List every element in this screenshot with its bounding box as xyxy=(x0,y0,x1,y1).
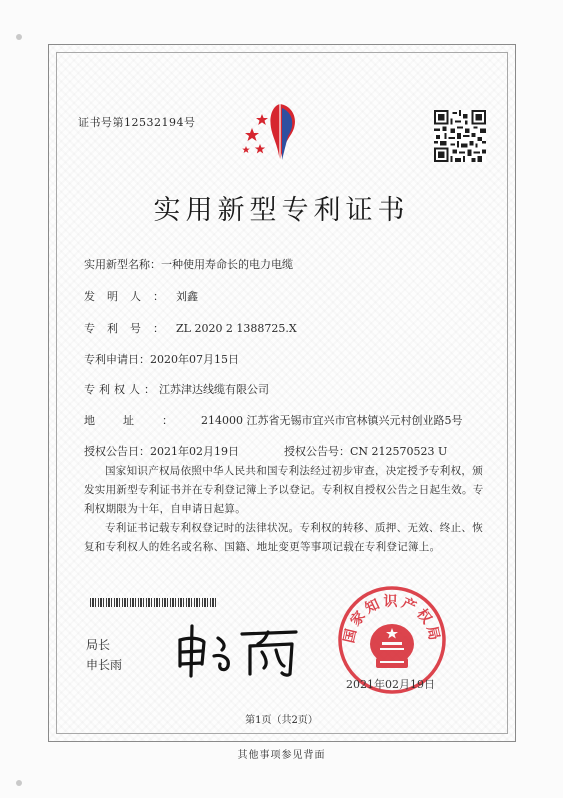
certificate-number xyxy=(78,114,196,130)
barcode-icon xyxy=(90,598,216,607)
field-value: 刘鑫 xyxy=(176,290,198,303)
certificate-number-suffix: 号 xyxy=(184,116,196,129)
field-value: ZL 2020 2 1388725.X xyxy=(176,322,297,335)
field-value: CN 212570523 U xyxy=(350,445,448,458)
field-label: 地址： xyxy=(84,414,201,427)
field-patent-holder xyxy=(84,381,269,397)
field-label: 专利权人： xyxy=(84,383,159,396)
field-label: 授权公告日： xyxy=(84,445,150,458)
field-value: 2021年02月19日 xyxy=(150,445,239,458)
field-label: 专利申请日： xyxy=(84,353,150,366)
field-value: 一种使用寿命长的电力电缆 xyxy=(161,258,293,271)
punch-hole xyxy=(16,780,22,786)
signature-icon xyxy=(170,620,310,680)
field-label: 实用新型名称： xyxy=(84,258,161,271)
page-number: 第1页（共2页） xyxy=(245,715,318,726)
field-value: 214000 江苏省无锡市宜兴市官林镇兴元村创业路5号 xyxy=(201,414,463,427)
field-grant-date xyxy=(84,443,239,459)
field-label: 专利号： xyxy=(84,322,176,335)
field-grant-number xyxy=(284,443,447,459)
field-application-date xyxy=(84,351,239,367)
field-patent-number xyxy=(84,320,297,336)
certificate-title: 实用新型专利证书 xyxy=(153,195,410,226)
grant-statement-paragraph: 国家知识产权局依照中华人民共和国专利法经过初步审查，决定授予专利权，颁发实用新型专利证书并在专利登记簿上予以登记。专利权自授权公告之日起生效。专利权期限为十年，自申请日起算。 xyxy=(84,465,484,515)
punch-hole xyxy=(16,34,22,40)
certificate-number-value: 12532194 xyxy=(124,116,184,129)
seal-text: 国家知识产权局 xyxy=(341,594,443,645)
qr-code-icon xyxy=(434,110,486,162)
field-label: 授权公告号： xyxy=(284,445,350,458)
certificate-number-label: 证书号第 xyxy=(78,116,124,129)
field-utility-name xyxy=(84,256,293,272)
signatory-title: 局长 xyxy=(86,638,111,652)
field-address xyxy=(84,412,463,428)
seal-date: 2021年02月19日 xyxy=(346,678,435,691)
legal-status-paragraph: 专利证书记载专利权登记时的法律状况。专利权的转移、质押、无效、终止、恢复和专利权人的姓名或名称、国籍、地址变更等事项记载在专利登记簿上。 xyxy=(84,522,483,553)
field-value: 2020年07月15日 xyxy=(150,353,239,366)
field-label: 发明人： xyxy=(84,290,176,303)
signatory-name: 申长雨 xyxy=(86,658,123,672)
cnipa-logo-icon xyxy=(238,100,320,170)
field-inventor xyxy=(84,288,198,304)
footer-note: 其他事项参见背面 xyxy=(237,750,326,761)
field-value: 江苏津达线缆有限公司 xyxy=(159,383,269,396)
